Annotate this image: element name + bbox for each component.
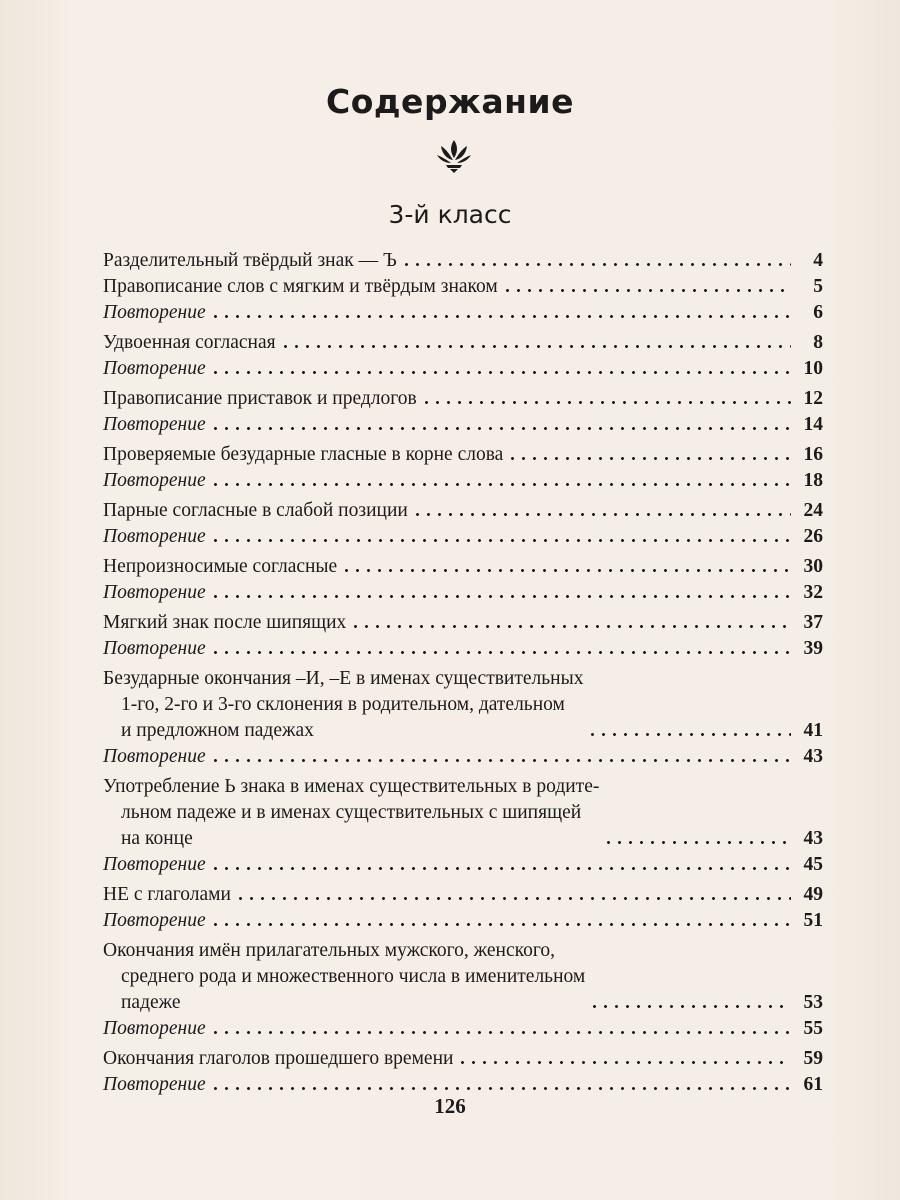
toc-entry-line: Повторение: [103, 358, 206, 379]
toc-entry-title: [103, 524, 206, 550]
toc-entry-line: Повторение: [103, 582, 206, 603]
toc-page-number: 10: [803, 358, 823, 379]
toc-entry-title: [103, 666, 583, 744]
toc-entry-line: среднего рода и множественного числа в именительном: [121, 966, 586, 987]
dot-leader: [210, 1085, 791, 1092]
toc-entry-review: [103, 468, 823, 494]
toc-page-number: 18: [803, 470, 823, 491]
toc-entry-title: [103, 498, 408, 524]
toc-entry-title: [103, 442, 503, 468]
toc-page-number: 41: [803, 720, 823, 741]
toc-entry-title: [103, 468, 206, 494]
dot-leader: [210, 593, 791, 600]
table-of-contents: [103, 248, 823, 1098]
toc-entry: [103, 274, 823, 300]
toc-entry-review: [103, 580, 823, 606]
toc-entry: [103, 938, 823, 1016]
dot-leader: [210, 1029, 791, 1036]
dot-leader: [210, 757, 791, 764]
toc-entry: [103, 554, 823, 580]
dot-leader: [210, 481, 791, 488]
toc-entry-review: [103, 300, 823, 326]
toc-page-number: 53: [803, 992, 823, 1013]
dot-leader: [210, 369, 791, 376]
toc-entry-line: Повторение: [103, 854, 206, 875]
toc-entry-line: и предложном падежах: [121, 720, 314, 741]
toc-entry: [103, 330, 823, 356]
toc-page-number: 26: [803, 526, 823, 547]
toc-page-number: 30: [803, 556, 823, 577]
toc-entry-title: [103, 938, 585, 1016]
toc-entry-line: Мягкий знак после шипящих: [103, 612, 347, 633]
dot-leader: [210, 649, 791, 656]
dot-leader: [457, 1059, 791, 1066]
toc-entry-title: [103, 248, 397, 274]
toc-page-number: 4: [813, 250, 823, 271]
toc-page-number: 43: [803, 828, 823, 849]
toc-entry-review: [103, 852, 823, 878]
toc-page-number: 24: [803, 500, 823, 521]
toc-page-number: 55: [803, 1018, 823, 1039]
toc-entry-title: [103, 554, 337, 580]
dot-leader: [421, 399, 791, 406]
dot-leader: [210, 313, 791, 320]
toc-entry-line: льном падеже и в именах существительных с шипящей: [121, 802, 582, 823]
toc-entry-line: Удвоенная согласная: [103, 332, 276, 353]
toc-entry: [103, 610, 823, 636]
toc-entry-line: Парные согласные в слабой позиции: [103, 500, 408, 521]
toc-entry-line: Повторение: [103, 746, 206, 767]
dot-leader: [210, 865, 791, 872]
dot-leader: [412, 511, 791, 518]
toc-entry-review: [103, 524, 823, 550]
toc-page-number: 61: [803, 1074, 823, 1095]
toc-entry-line: падеже: [121, 992, 181, 1013]
page-title: Содержание: [326, 82, 574, 121]
lotus-ornament-icon: [434, 136, 474, 176]
toc-page-number: 43: [803, 746, 823, 767]
toc-entry-line: Повторение: [103, 1018, 206, 1039]
dot-leader: [280, 343, 791, 350]
page-number: 126: [434, 1094, 466, 1118]
toc-entry: [103, 774, 823, 852]
toc-page-number: 45: [803, 854, 823, 875]
toc-entry-line: Употребление Ь знака в именах существительных в родите-: [103, 776, 600, 797]
dot-leader: [589, 1003, 791, 1010]
toc-page-number: 49: [803, 884, 823, 905]
dot-leader: [507, 455, 791, 462]
toc-entry-title: [103, 610, 346, 636]
toc-entry-title: [103, 1016, 206, 1042]
dot-leader: [502, 287, 791, 294]
toc-entry-review: [103, 412, 823, 438]
dot-leader: [210, 425, 791, 432]
toc-entry-line: Повторение: [103, 638, 206, 659]
toc-page-number: 37: [803, 612, 823, 633]
toc-entry: [103, 248, 823, 274]
dot-leader: [210, 921, 791, 928]
toc-page-number: 39: [803, 638, 823, 659]
dot-leader: [210, 537, 791, 544]
toc-entry-line: на конце: [121, 828, 193, 849]
toc-entry-review: [103, 744, 823, 770]
toc-entry-title: [103, 1046, 453, 1072]
toc-entry-title: [103, 356, 206, 382]
toc-entry-line: Повторение: [103, 414, 206, 435]
toc-entry-title: [103, 330, 276, 356]
toc-entry-title: [103, 274, 498, 300]
toc-page-number: 16: [803, 444, 823, 465]
toc-page-number: 51: [803, 910, 823, 931]
toc-page-number: 6: [813, 302, 823, 323]
toc-entry-line: Повторение: [103, 302, 206, 323]
toc-page-number: 5: [813, 276, 823, 297]
toc-entry-line: 1-го, 2-го и 3-го склонения в родительном, дательном: [121, 694, 565, 715]
toc-entry-title: [103, 882, 231, 908]
dot-leader: [341, 567, 791, 574]
toc-entry-line: Повторение: [103, 910, 206, 931]
toc-entry: [103, 442, 823, 468]
toc-entry-title: [103, 636, 206, 662]
dot-leader: [587, 731, 791, 738]
toc-entry-line: Окончания имён прилагательных мужского, женского,: [103, 940, 555, 961]
toc-entry-review: [103, 356, 823, 382]
toc-entry-line: Повторение: [103, 470, 206, 491]
toc-entry: [103, 666, 823, 744]
dot-leader: [350, 623, 791, 630]
toc-entry: [103, 1046, 823, 1072]
toc-entry-line: Разделительный твёрдый знак — Ъ: [103, 250, 397, 271]
section-heading: 3-й класс: [388, 200, 512, 229]
toc-entry-title: [103, 774, 599, 852]
toc-entry-line: Повторение: [103, 1074, 206, 1095]
dot-leader: [401, 261, 791, 268]
toc-entry-review: [103, 908, 823, 934]
toc-entry-line: НЕ с глаголами: [103, 884, 231, 905]
toc-entry-title: [103, 908, 206, 934]
toc-page-number: 12: [803, 388, 823, 409]
toc-entry: [103, 882, 823, 908]
toc-entry-title: [103, 300, 206, 326]
toc-entry-line: Правописание слов с мягким и твёрдым знаком: [103, 276, 498, 297]
dot-leader: [235, 895, 791, 902]
toc-entry-review: [103, 636, 823, 662]
toc-page-number: 32: [803, 582, 823, 603]
toc-entry-title: [103, 386, 417, 412]
toc-entry-title: [103, 580, 206, 606]
toc-page-number: 59: [803, 1048, 823, 1069]
toc-entry-title: [103, 852, 206, 878]
dot-leader: [603, 839, 791, 846]
toc-entry-line: Повторение: [103, 526, 206, 547]
toc-entry-review: [103, 1016, 823, 1042]
toc-page-number: 8: [813, 332, 823, 353]
toc-entry-line: Проверяемые безударные гласные в корне слова: [103, 444, 504, 465]
toc-entry: [103, 498, 823, 524]
toc-entry-line: Непроизносимые согласные: [103, 556, 338, 577]
toc-entry-line: Безударные окончания –И, –Е в именах существительных: [103, 668, 584, 689]
toc-entry-line: Окончания глаголов прошедшего времени: [103, 1048, 454, 1069]
toc-entry: [103, 386, 823, 412]
toc-page-number: 14: [803, 414, 823, 435]
toc-entry-title: [103, 744, 206, 770]
toc-entry-line: Правописание приставок и предлогов: [103, 388, 417, 409]
toc-entry-title: [103, 412, 206, 438]
